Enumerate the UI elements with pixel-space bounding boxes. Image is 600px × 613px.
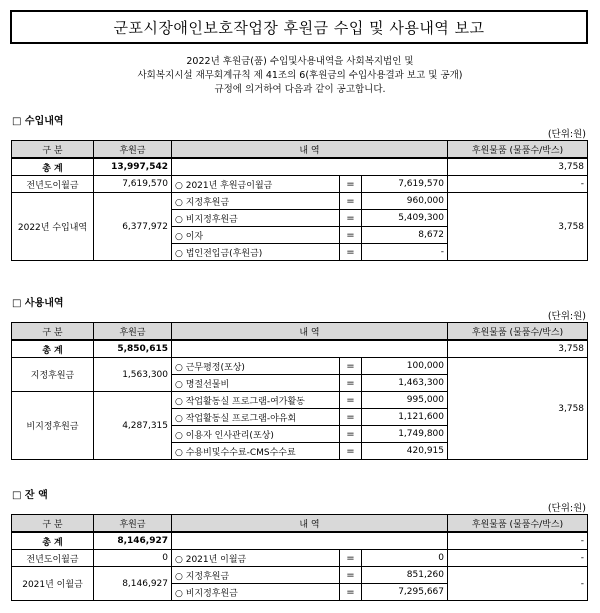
usage-unit: (단위:원)	[547, 311, 586, 322]
usage-section-title: □ 사용내역	[12, 298, 64, 309]
item-value: 960,000	[362, 193, 448, 210]
item-label: ○ 비지정후원금	[172, 584, 340, 601]
row-amount: 4,287,315	[94, 392, 172, 460]
equals-sign: =	[340, 227, 362, 244]
equals-sign: =	[340, 550, 362, 567]
row-label: 2021년 이월금	[12, 567, 94, 601]
equals-sign: =	[340, 392, 362, 409]
item-label: ○ 지정후원금	[172, 193, 340, 210]
table-header-row	[12, 141, 588, 159]
total-amount: 13,997,542	[94, 158, 172, 176]
intro-line: 2022년 후원금(품) 수입및사용내역을 사회복지법인 및	[186, 56, 414, 67]
total-amount: 8,146,927	[94, 532, 172, 550]
item-value: 7,295,667	[362, 584, 448, 601]
item-label: ○ 이용자 인사관리(포상)	[172, 426, 340, 443]
item-label: ○ 작업활동실 프로그램-야유회	[172, 409, 340, 426]
header-goods: 후원물품 (물품수/박스)	[448, 141, 588, 159]
total-row	[12, 532, 588, 550]
item-value: 1,749,800	[362, 426, 448, 443]
equals-sign: =	[340, 409, 362, 426]
item-label: ○ 작업활동실 프로그램-여가활동	[172, 392, 340, 409]
item-label: ○ 2021년 후원금이월금	[172, 176, 340, 193]
total-label: 총 계	[12, 340, 94, 358]
table-row	[12, 193, 588, 210]
row-goods: 3,758	[448, 358, 588, 460]
header-amount: 후원금	[94, 515, 172, 533]
equals-sign: =	[340, 193, 362, 210]
header-detail: 내 역	[172, 323, 448, 341]
item-value: 995,000	[362, 392, 448, 409]
header-detail: 내 역	[172, 515, 448, 533]
item-value: 851,260	[362, 567, 448, 584]
total-goods: 3,758	[448, 340, 588, 358]
item-value: 8,672	[362, 227, 448, 244]
row-goods: 3,758	[448, 193, 588, 261]
item-label: ○ 이자	[172, 227, 340, 244]
intro-text	[0, 55, 600, 97]
row-amount: 7,619,570	[94, 176, 172, 193]
item-label: ○ 근무평정(포상)	[172, 358, 340, 375]
item-value: 1,121,600	[362, 409, 448, 426]
header-goods: 후원물품 (물품수/박스)	[448, 323, 588, 341]
usage-table	[11, 322, 588, 460]
row-goods: -	[448, 567, 588, 601]
table-header-row	[12, 323, 588, 341]
equals-sign: =	[340, 244, 362, 261]
item-label: ○ 명절선물비	[172, 375, 340, 392]
total-label: 총 계	[12, 532, 94, 550]
header-category: 구 분	[12, 323, 94, 341]
header-goods: 후원물품 (물품수/박스)	[448, 515, 588, 533]
equals-sign: =	[340, 210, 362, 227]
equals-sign: =	[340, 375, 362, 392]
page-title: 군포시장애인보호작업장 후원금 수입 및 사용내역 보고	[10, 10, 588, 44]
item-value: 420,915	[362, 443, 448, 460]
item-value: 100,000	[362, 358, 448, 375]
item-value: 5,409,300	[362, 210, 448, 227]
equals-sign: =	[340, 358, 362, 375]
row-goods: -	[448, 550, 588, 567]
total-row	[12, 340, 588, 358]
item-label: ○ 수용비및수수료-CMS수수료	[172, 443, 340, 460]
item-label: ○ 지정후원금	[172, 567, 340, 584]
equals-sign: =	[340, 443, 362, 460]
item-label: ○ 비지정후원금	[172, 210, 340, 227]
item-value: 1,463,300	[362, 375, 448, 392]
item-value: 7,619,570	[362, 176, 448, 193]
row-amount: 8,146,927	[94, 567, 172, 601]
item-value: -	[362, 244, 448, 261]
header-detail: 내 역	[172, 141, 448, 159]
intro-line: 규정에 의거하여 다음과 같이 공고합니다.	[214, 84, 386, 95]
equals-sign: =	[340, 426, 362, 443]
table-row	[12, 176, 588, 193]
balance-table	[11, 514, 588, 601]
table-row	[12, 550, 588, 567]
total-goods: 3,758	[448, 158, 588, 176]
row-amount: 6,377,972	[94, 193, 172, 261]
header-amount: 후원금	[94, 141, 172, 159]
row-label: 비지정후원금	[12, 392, 94, 460]
equals-sign: =	[340, 567, 362, 584]
row-label: 2022년 수입내역	[12, 193, 94, 261]
table-row	[12, 567, 588, 584]
intro-line: 사회복지시설 재무회계규칙 제 41조의 6(후원금의 수입사용결과 보고 및 공개)	[137, 70, 463, 81]
header-category: 구 분	[12, 141, 94, 159]
header-amount: 후원금	[94, 323, 172, 341]
balance-section-title: □ 잔 액	[12, 490, 48, 501]
income-table	[11, 140, 588, 261]
item-label: ○ 2021년 이월금	[172, 550, 340, 567]
row-label: 전년도이월금	[12, 176, 94, 193]
total-label: 총 계	[12, 158, 94, 176]
balance-unit: (단위:원)	[547, 503, 586, 514]
item-value: 0	[362, 550, 448, 567]
total-row	[12, 158, 588, 176]
row-goods: -	[448, 176, 588, 193]
row-amount: 0	[94, 550, 172, 567]
income-section-title: □ 수입내역	[12, 116, 64, 127]
equals-sign: =	[340, 176, 362, 193]
income-unit: (단위:원)	[547, 129, 586, 140]
header-category: 구 분	[12, 515, 94, 533]
total-amount: 5,850,615	[94, 340, 172, 358]
row-label: 지정후원금	[12, 358, 94, 392]
table-header-row	[12, 515, 588, 533]
equals-sign: =	[340, 584, 362, 601]
table-row	[12, 358, 588, 375]
item-label: ○ 법인전입금(후원금)	[172, 244, 340, 261]
total-goods: -	[448, 532, 588, 550]
row-amount: 1,563,300	[94, 358, 172, 392]
row-label: 전년도이월금	[12, 550, 94, 567]
